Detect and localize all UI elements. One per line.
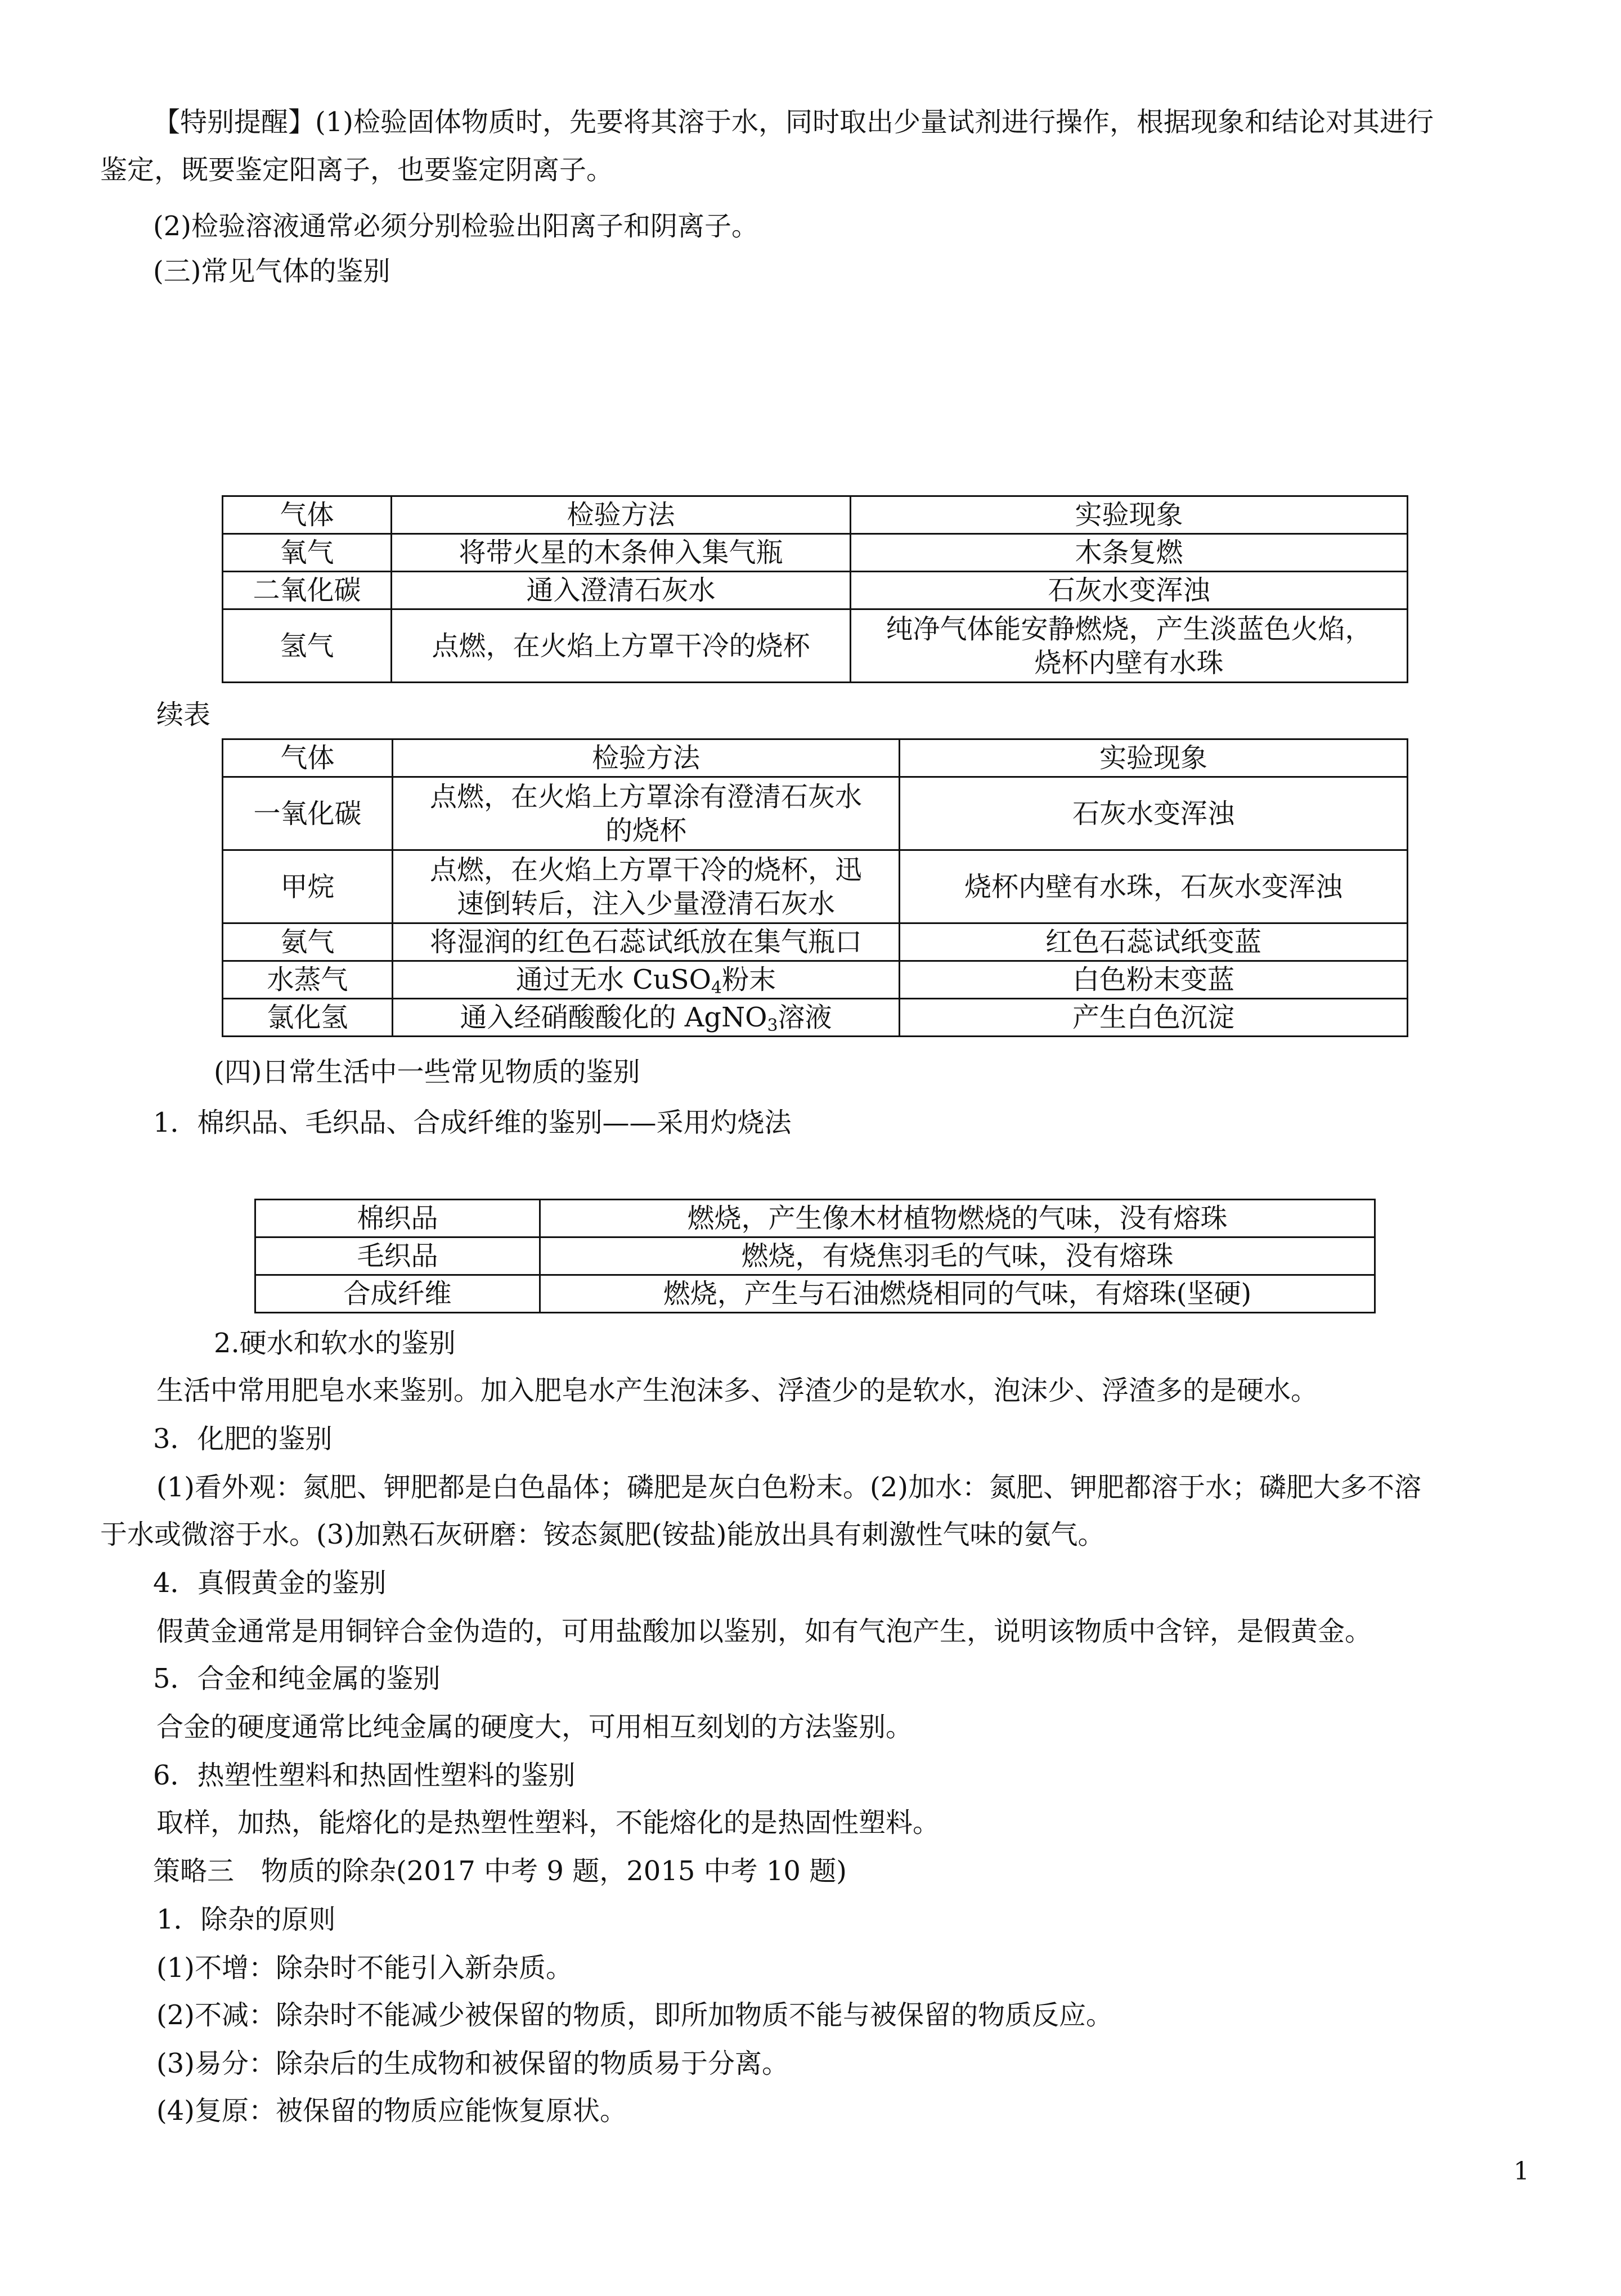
table-cell: 燃烧，产生与石油燃烧相同的气味，有熔珠(坚硬)	[540, 1275, 1375, 1313]
item-4-title: 4．真假黄金的鉴别	[153, 1567, 387, 1599]
table-row	[255, 1237, 1375, 1275]
cell-line: 的烧杯	[605, 814, 686, 846]
gas-table-2	[222, 738, 1408, 1037]
table-cell: 氢气	[223, 609, 392, 683]
method-text: 通入经硝酸酸化的 AgNO	[460, 1002, 767, 1033]
principle-4: (4)复原：被保留的物质应能恢复原状。	[156, 2095, 627, 2127]
table-row	[223, 923, 1408, 961]
table-row	[255, 1200, 1375, 1237]
table-header-cell: 气体	[223, 496, 392, 534]
formula-subscript: 4	[711, 978, 722, 998]
page-number: 1	[1514, 2157, 1529, 2186]
table-header-cell: 实验现象	[851, 496, 1408, 534]
table-cell	[393, 777, 900, 850]
method-text: 通过无水 CuSO	[515, 964, 712, 995]
table-cell: 白色粉末变蓝	[900, 961, 1408, 999]
table-cell: 甲烷	[223, 850, 393, 923]
item-2-title: 2.硬水和软水的鉴别	[214, 1328, 456, 1359]
table-header-row	[223, 739, 1408, 777]
item-3-line-2: 于水或微溶于水。(3)加熟石灰研磨：铵态氮肥(铵盐)能放出具有刺激性气味的氨气。	[100, 1519, 1105, 1550]
table-header-cell: 气体	[223, 739, 393, 777]
table-cell	[393, 850, 900, 923]
table-cell: 石灰水变浑浊	[851, 572, 1408, 609]
table-cell: 氧气	[223, 534, 392, 572]
cell-line: 纯净气体能安静燃烧，产生淡蓝色火焰，	[886, 613, 1372, 645]
item-4-text: 假黄金通常是用铜锌合金伪造的，可用盐酸加以鉴别，如有气泡产生，说明该物质中含锌，是假黄金。	[156, 1616, 1372, 1647]
table-cell: 水蒸气	[223, 961, 393, 999]
cell-line: 点燃，在火焰上方罩涂有澄清石灰水	[429, 781, 862, 813]
table-cell: 木条复燃	[851, 534, 1408, 572]
table-cell	[851, 609, 1408, 683]
table-cell: 毛织品	[255, 1237, 540, 1275]
item-3-line-1: (1)看外观：氮肥、钾肥都是白色晶体；磷肥是灰白色粉末。(2)加水：氮肥、钾肥都溶于水；磷肥大多不溶	[156, 1472, 1421, 1503]
method-text: 溶液	[778, 1002, 832, 1033]
principle-title: 1．除杂的原则	[156, 1904, 336, 1935]
section-4-title: (四)日常生活中一些常见物质的鉴别	[214, 1056, 640, 1088]
table-row	[223, 999, 1408, 1037]
table-header-cell: 检验方法	[392, 496, 851, 534]
table-cell: 烧杯内壁有水珠，石灰水变浑浊	[900, 850, 1408, 923]
table-cell: 石灰水变浑浊	[900, 777, 1408, 850]
table-cell: 棉织品	[255, 1200, 540, 1237]
table-row	[223, 609, 1408, 683]
table-cell: 一氧化碳	[223, 777, 393, 850]
formula-subscript: 3	[767, 1016, 778, 1035]
table-row	[223, 572, 1408, 609]
item-2-text: 生活中常用肥皂水来鉴别。加入肥皂水产生泡沫多、浮渣少的是软水，泡沫少、浮渣多的是硬水。	[156, 1375, 1318, 1406]
cell-line: 点燃，在火焰上方罩干冷的烧杯，迅	[429, 854, 862, 886]
table-cell: 二氧化碳	[223, 572, 392, 609]
table-row	[255, 1275, 1375, 1313]
principle-2: (2)不减：除杂时不能减少被保留的物质，即所加物质不能与被保留的物质反应。	[156, 1999, 1113, 2031]
table-cell: 合成纤维	[255, 1275, 540, 1313]
table-header-cell: 检验方法	[393, 739, 900, 777]
table-cell: 氯化氢	[223, 999, 393, 1037]
item-6-text: 取样，加热，能熔化的是热塑性塑料，不能熔化的是热固性塑料。	[156, 1807, 940, 1838]
principle-1: (1)不增：除杂时不能引入新杂质。	[156, 1952, 573, 1984]
table-row	[223, 850, 1408, 923]
table-cell: 将带火星的木条伸入集气瓶	[392, 534, 851, 572]
table-cell: 将湿润的红色石蕊试纸放在集气瓶口	[393, 923, 900, 961]
strategy-3-title: 策略三 物质的除杂(2017 中考 9 题，2015 中考 10 题)	[153, 1855, 847, 1887]
table-cell	[393, 961, 900, 999]
table-cell: 点燃，在火焰上方罩干冷的烧杯	[392, 609, 851, 683]
item-3-title: 3．化肥的鉴别	[153, 1423, 333, 1455]
table-cell	[393, 999, 900, 1037]
table-row	[223, 534, 1408, 572]
table-row	[223, 961, 1408, 999]
table-header-row	[223, 496, 1408, 534]
table-cell: 氨气	[223, 923, 393, 961]
item-5-text: 合金的硬度通常比纯金属的硬度大，可用相互刻划的方法鉴别。	[156, 1711, 913, 1743]
table-cell: 燃烧，产生像木材植物燃烧的气味，没有熔珠	[540, 1200, 1375, 1237]
table-cell: 通入澄清石灰水	[392, 572, 851, 609]
section-3-title: (三)常见气体的鉴别	[153, 255, 390, 287]
table-cell: 产生白色沉淀	[900, 999, 1408, 1037]
fabric-table	[254, 1199, 1376, 1313]
continued-label: 续表	[156, 699, 211, 730]
item-5-title: 5．合金和纯金属的鉴别	[153, 1663, 441, 1694]
cell-line: 烧杯内壁有水珠	[1034, 647, 1224, 679]
table-cell: 燃烧，有烧焦羽毛的气味，没有熔珠	[540, 1237, 1375, 1275]
reminder-line-1: 【特别提醒】(1)检验固体物质时，先要将其溶于水，同时取出少量试剂进行操作，根据现象和结论对其进行	[153, 106, 1434, 138]
table-row	[223, 777, 1408, 850]
reminder-line-2: 鉴定，既要鉴定阳离子，也要鉴定阴离子。	[100, 154, 614, 186]
table-cell: 红色石蕊试纸变蓝	[900, 923, 1408, 961]
principle-3: (3)易分：除杂后的生成物和被保留的物质易于分离。	[156, 2048, 789, 2079]
gas-table-1	[222, 495, 1408, 683]
reminder-2: (2)检验溶液通常必须分别检验出阳离子和阴离子。	[153, 210, 758, 242]
item-6-title: 6．热塑性塑料和热固性塑料的鉴别	[153, 1760, 576, 1791]
item-1-title: 1．棉织品、毛织品、合成纤维的鉴别——采用灼烧法	[153, 1107, 792, 1138]
table-header-cell: 实验现象	[900, 739, 1408, 777]
cell-line: 速倒转后，注入少量澄清石灰水	[456, 887, 835, 920]
method-text: 粉末	[722, 964, 776, 995]
